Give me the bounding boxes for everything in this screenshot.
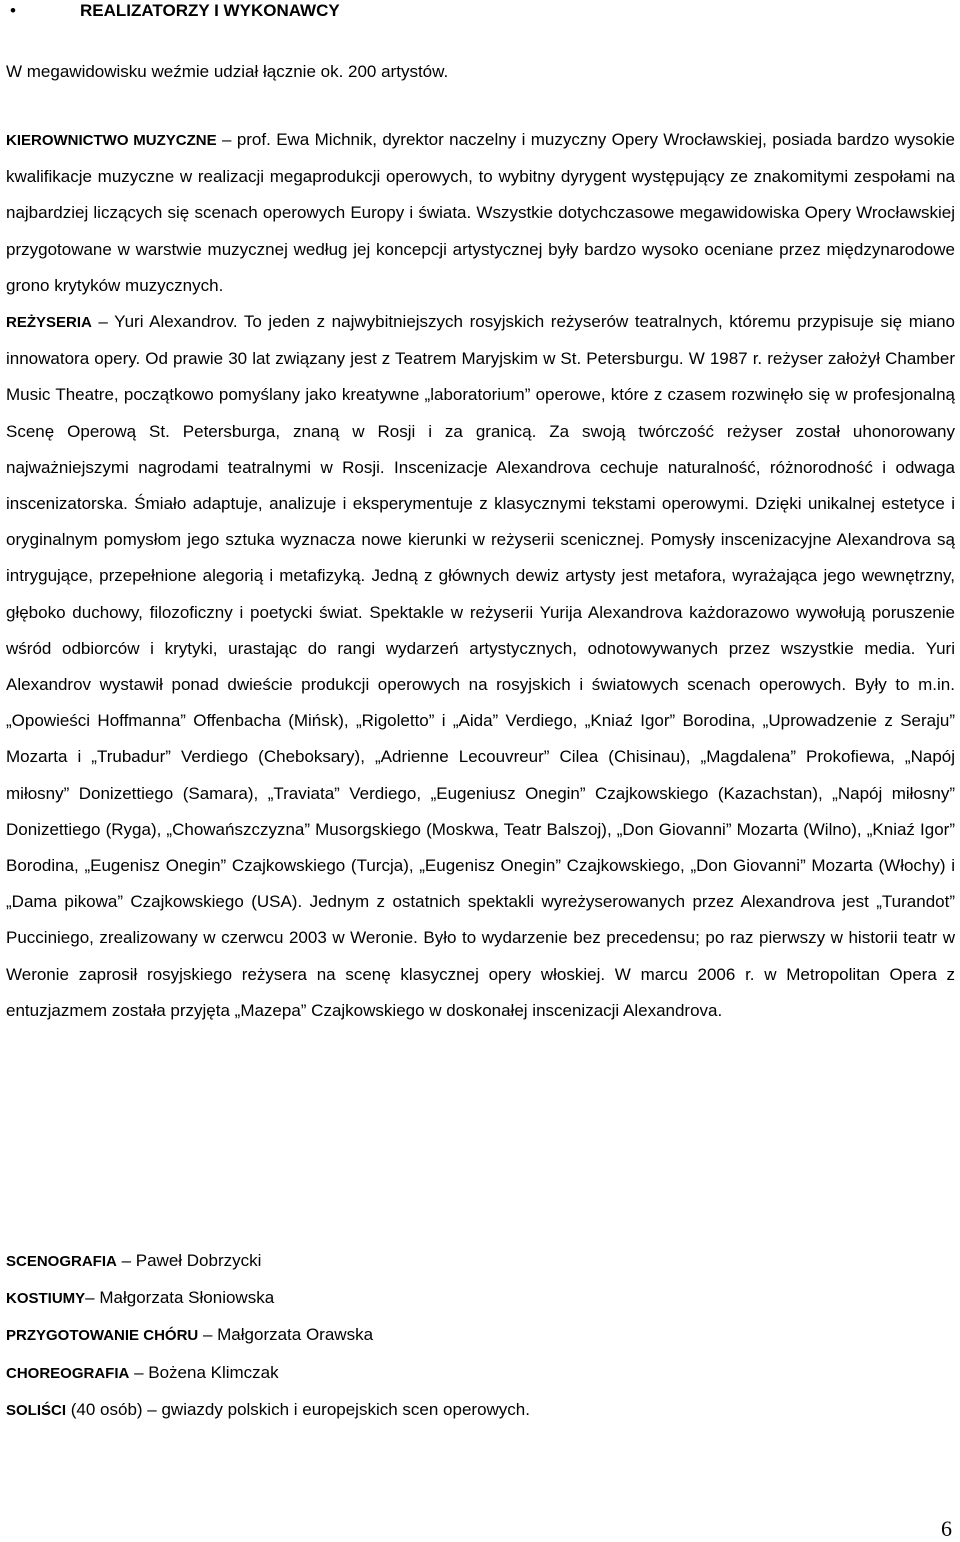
credit-label: SOLIŚCI — [6, 1401, 67, 1419]
credit-row-choir — [6, 1317, 530, 1354]
direction-dash: – — [91, 312, 115, 332]
credit-label: SCENOGRAFIA — [6, 1253, 117, 1270]
music-direction-label: KIEROWNICTWO MUZYCZNE — [6, 132, 217, 149]
credit-value: Paweł Dobrzycki — [135, 1251, 262, 1270]
credits-list — [6, 1243, 530, 1429]
credit-dash: – — [129, 1362, 149, 1382]
credit-value: Małgorzata Orawska — [217, 1325, 374, 1345]
music-direction-dash: – — [216, 130, 237, 149]
credit-value: gwiazdy polskich i europejskich scen operowych. — [161, 1399, 530, 1419]
credit-row-costumes — [6, 1280, 530, 1317]
credit-dash: – — [116, 1251, 136, 1270]
credit-label: PRZYGOTOWANIE CHÓRU — [6, 1327, 199, 1345]
credit-value: Bożena Klimczak — [148, 1362, 279, 1382]
credit-dash: (40 osób) – — [66, 1399, 162, 1419]
direction-text: Yuri Alexandrov. To jeden z najwybitniejszych rosyjskich reżyserów teatralnych, któremu przypisuje się miano innowatora opery. Od prawie 30 lat związany jest z Teatrem Maryjskim w St. Petersburgu. W 1987 r. reżyser założył Chamber Music Theatre, początkowo pomyślany jako kreatywne „laboratorium” operowe, które z czasem rozwinęło się w profesjonalną Scenę Operową St. Petersburga, znaną w Rosji i za granicą. Za swoją twórczość reżyser został uhonorowany najważniejszymi nagrodami teatralnymi w Rosji. Inscenizacje Alexandrova cechuje naturalność, różnorodność i odwaga inscenizatorska. Śmiało adaptuje, analizuje i eksperymentuje z klasycznymi tekstami operowymi. Dzięki unikalnej estetyce i oryginalnym pomysłom jego sztuka wyznacza nowe kierunki w reżyserii scenicznej. Pomysły inscenizacyjne Alexandrova są intrygujące, przepełnione alegorią i metafizyką. Jedną z głównych dewiz artysty jest metafora, wyrażająca jego wewnętrzny, głęboko duchowy, filozoficzny i poetycki świat. Spektakle w reżyserii Yurija Alexandrova każdorazowo wywołują poruszenie wśród odbiorców i krytyki, urastając do rangi wydarzeń artystycznych, odnotowywanych przez wszystkie media. Yuri Alexandrov wystawił ponad dwieście produkcji operowych na rosyjskich i światowych scenach operowych. Były to m.in. „Opowieści Hoffmanna” Offenbacha (Mińsk), „Rigoletto” i „Aida” Verdiego, „Kniaź Igor” Borodina, „Uprowadzenie z Seraju” Mozarta i „Trubadur” Verdiego (Cheboksary), „Adrienne Lecouvreur” Cilea (Chisinau), „Magdalena” Prokofiewa, „Napój miłosny” Donizettiego (Samara), „Traviata” Verdiego, „Eugeniusz Onegin” Czajkowskiego (Kazachstan), „Napój miłosny” Donizettiego (Ryga), „Chowańszczyzna” Musorgskiego (Moskwa, Teatr Balszoj), „Don Giovanni” Mozarta (Wilno), „Kniaź Igor” Borodina, „Eugenisz Onegin” Czajkowskiego (Turcja), „Eugenisz Onegin” Czajkowskiego, „Don Giovanni” Mozarta (Włochy) i „Dama pikowa” Czajkowskiego (USA). Jednym z ostatnich spektakli wyreżyserowanych przez Alexandrova jest „Turandot” Pucciniego, zrealizowany w czerwcu 2003 w Weronie. Było to wydarzenie bez precedensu; po raz pierwszy w historii teatr w Weronie zaprosił rosyjskiego reżysera na scenę klasycznej opery włoskiej. W marcu 2006 r. w Metropolitan Opera z entuzjazmem została przyjęta „Mazepa” Czajkowskiego w doskonałej inscenizacji Alexandrova. — [6, 312, 955, 1020]
section-heading-text: REALIZATORZY I WYKONAWCY — [80, 1, 340, 20]
page-number: 6 — [941, 1516, 952, 1541]
credit-label: CHOREOGRAFIA — [6, 1364, 130, 1382]
credit-row-scenography — [6, 1243, 530, 1280]
direction-label: REŻYSERIA — [6, 314, 92, 332]
credit-dash: – — [85, 1288, 100, 1308]
credit-dash: – — [198, 1325, 218, 1345]
credit-row-soloists — [6, 1392, 530, 1429]
bullet-icon: • — [10, 1, 16, 20]
music-direction-text: prof. Ewa Michnik, dyrektor naczelny i muzyczny Opery Wrocławskiej, posiada bardzo wysokie kwalifikacje muzyczne w realizacji megaprodukcji operowych, to wybitny dyrygent występujący ze znakomitymi zespołami na najbardziej liczących się scenach operowych Europy i świata. Wszystkie dotychczasowe megawidowiska Opery Wrocławskiej przygotowane w warstwie muzycznej według jej koncepcji artystycznej były bardzo wysoko oceniane przez międzynarodowe grono krytyków muzycznych. — [6, 130, 955, 295]
credit-label: KOSTIUMY — [6, 1290, 86, 1308]
main-paragraph — [6, 122, 955, 1029]
credit-row-choreography — [6, 1355, 530, 1392]
credit-value: Małgorzata Słoniowska — [99, 1288, 275, 1308]
intro-paragraph: W megawidowisku weźmie udział łącznie ok. 200 artystów. — [6, 62, 449, 81]
